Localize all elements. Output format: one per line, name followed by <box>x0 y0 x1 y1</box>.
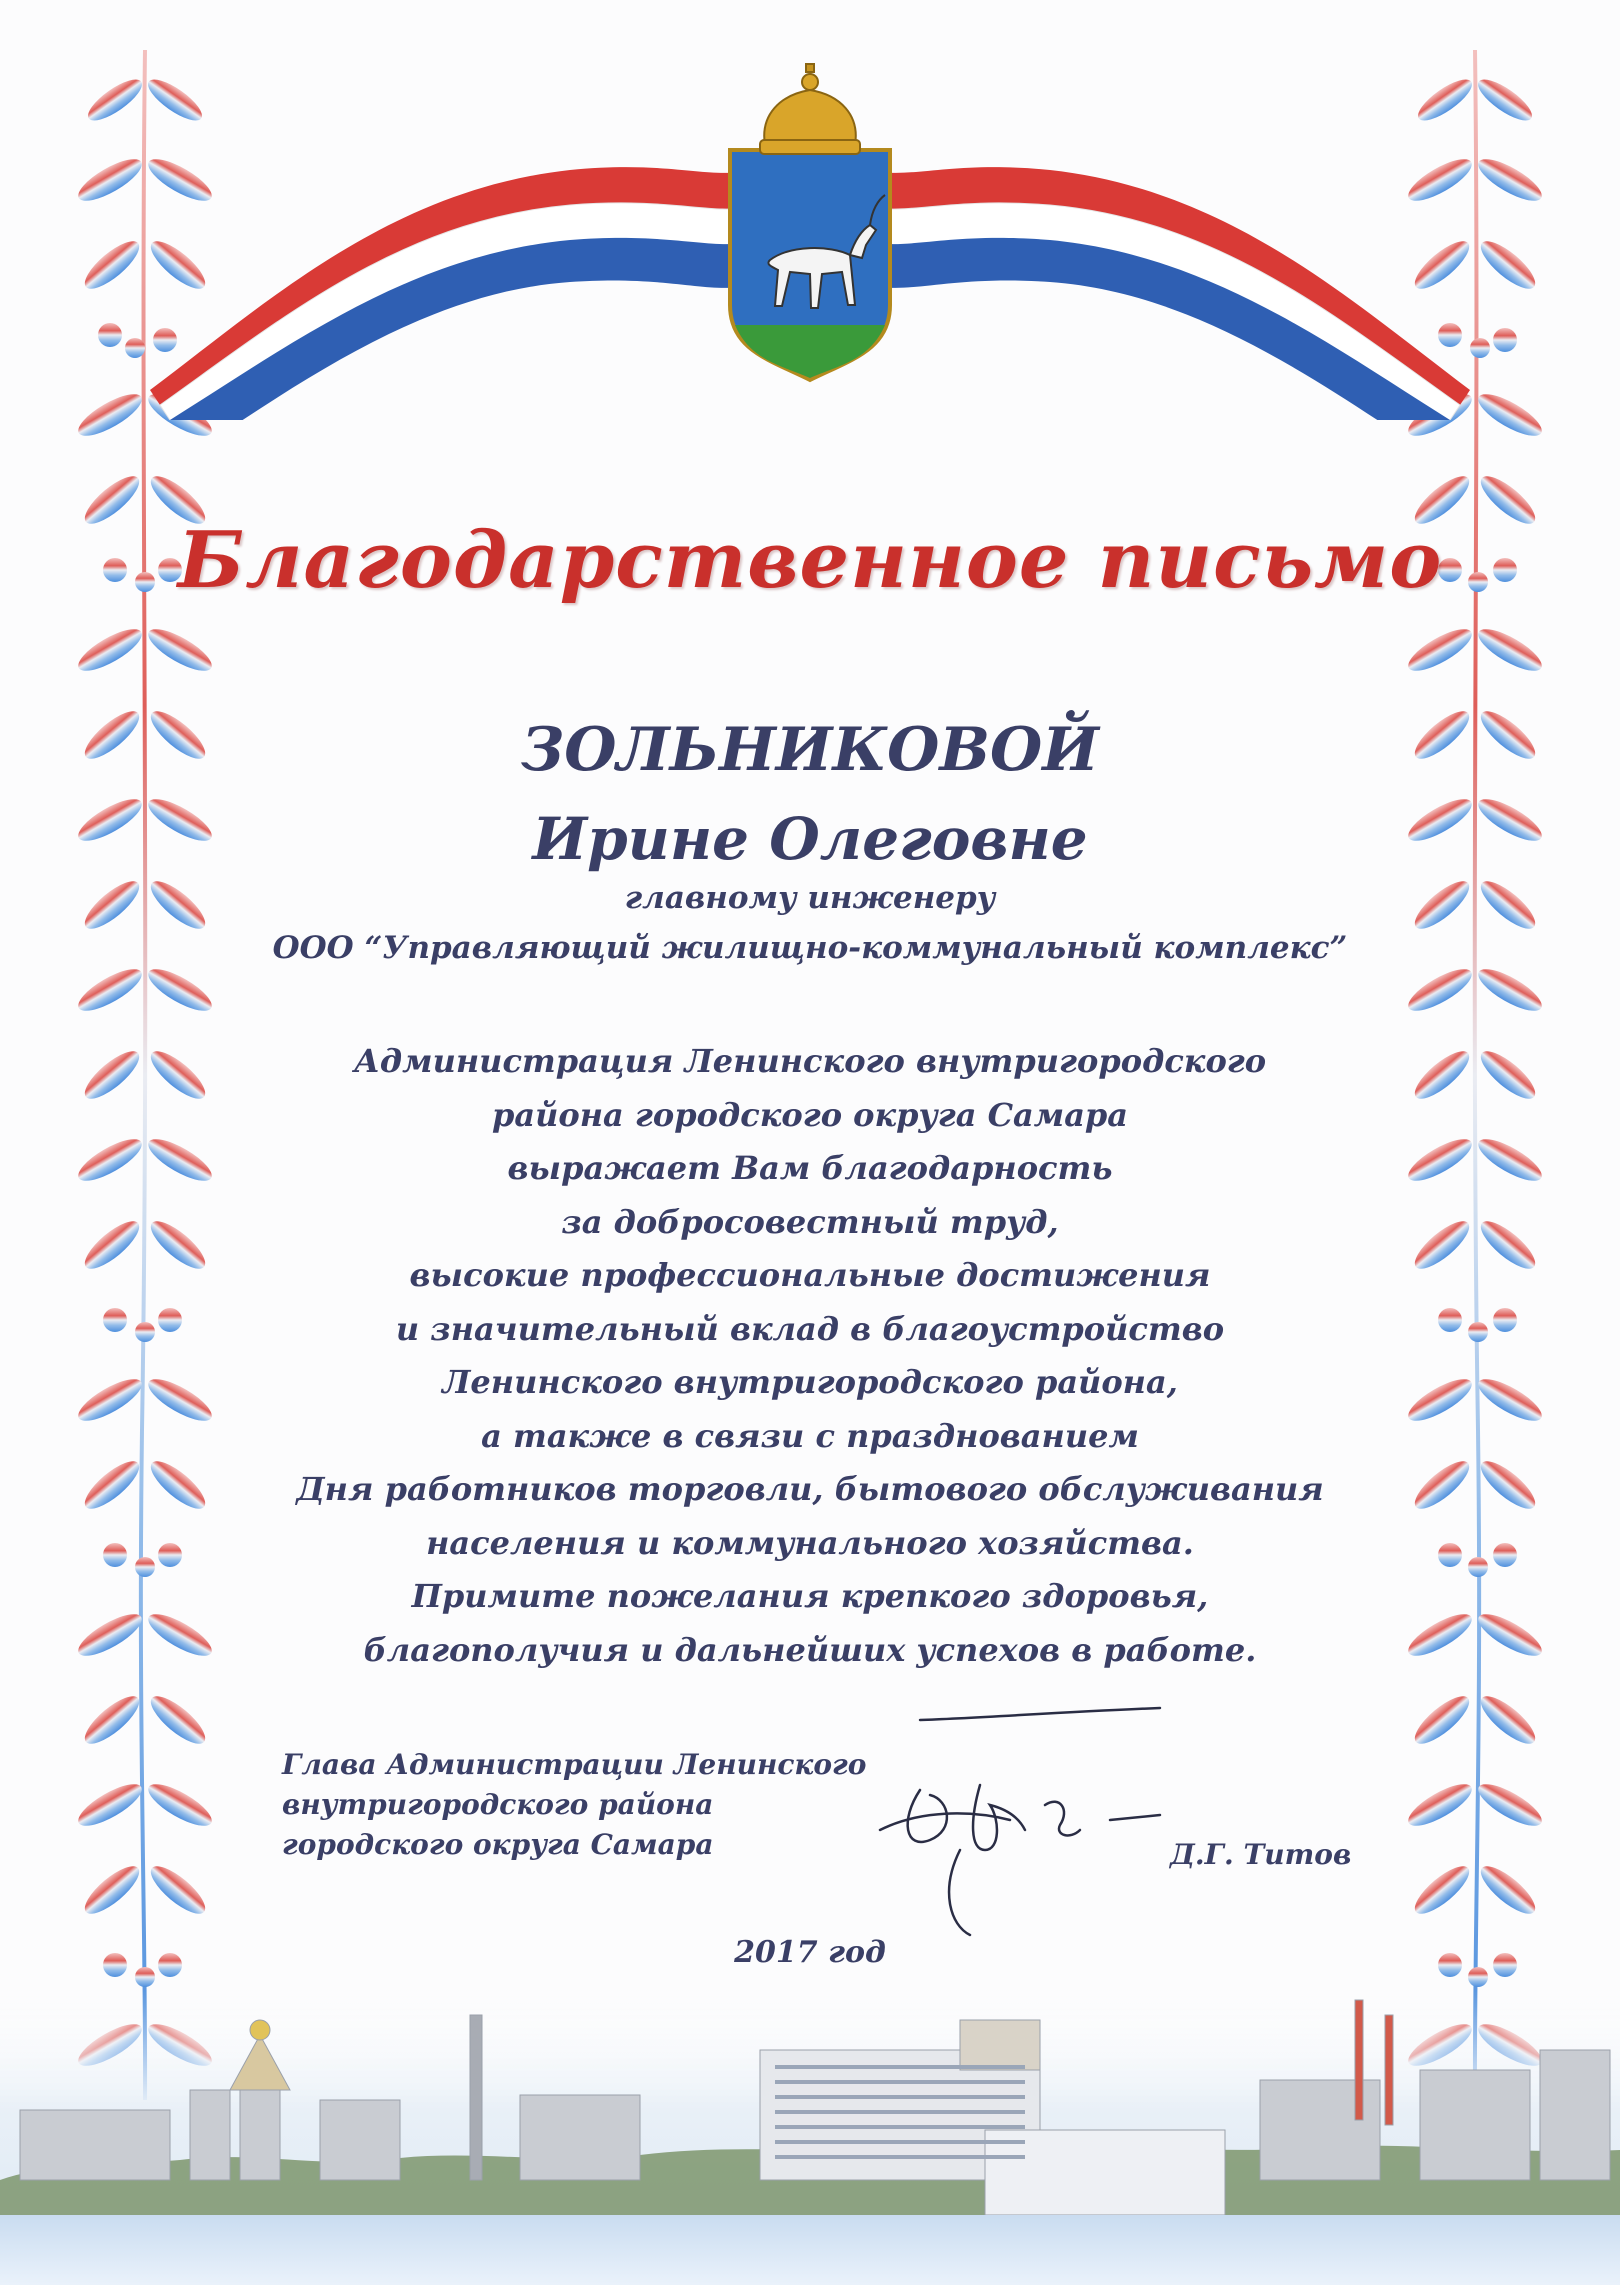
body-line: Администрация Ленинского внутригородского <box>353 1042 1267 1080</box>
body-line: Ленинского внутригородского района, <box>442 1363 1178 1401</box>
city-skyline-icon <box>0 1990 1620 2285</box>
document-year: 2017 год <box>734 1935 886 1970</box>
handwritten-signature-icon <box>860 1700 1190 1940</box>
body-line: высокие профессиональные достижения <box>409 1256 1211 1294</box>
body-line: Примите пожелания крепкого здоровья, <box>411 1577 1209 1615</box>
document-title: Благодарственное письмо <box>177 515 1443 606</box>
signatory-title-line: Глава Администрации Ленинского <box>282 1748 867 1781</box>
body-line: за добросовестный труд, <box>561 1202 1059 1241</box>
recipient-organization: ООО “Управляющий жилищно-коммунальный комплекс” <box>272 930 1348 966</box>
body-line: благополучия и дальнейших успехов в работе. <box>363 1630 1257 1669</box>
signatory-title-line: городского округа Самара <box>282 1828 714 1861</box>
recipient-position: главному инженеру <box>624 880 996 916</box>
body-line: и значительный вклад в благоустройство <box>395 1309 1225 1348</box>
body-line: района городского округа Самара <box>491 1095 1129 1134</box>
samara-coat-of-arms-icon <box>730 64 890 380</box>
signatory-title <box>282 1745 866 1865</box>
signatory-name: Д.Г. Титов <box>1170 1838 1352 1871</box>
signatory-title-line: внутригородского района <box>282 1788 714 1821</box>
letter-body <box>230 1035 1390 1677</box>
body-line: а также в связи с празднованием <box>481 1416 1139 1455</box>
recipient-name: Ирине Олеговне <box>532 805 1088 873</box>
body-line: населения и коммунального хозяйства. <box>426 1523 1194 1562</box>
recipient-surname: ЗОЛЬНИКОВОЙ <box>521 715 1099 785</box>
body-line: Дня работников торговли, бытового обслуживания <box>296 1470 1324 1508</box>
body-line: выражает Вам благодарность <box>507 1149 1113 1187</box>
tricolor-ribbon-icon <box>150 60 1470 420</box>
